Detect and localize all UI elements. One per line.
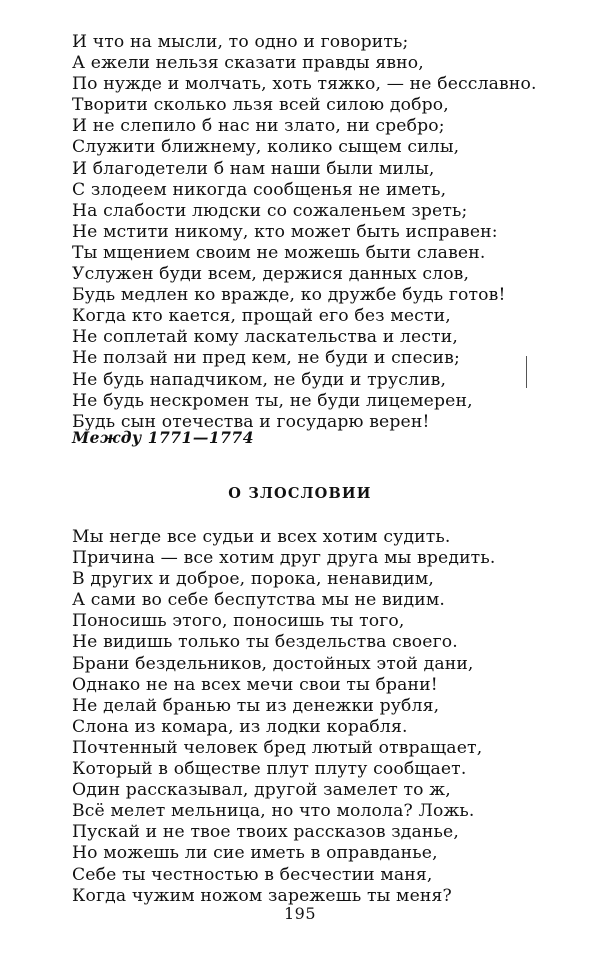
poem-line: Когда чужим ножом зарежешь ты меня? xyxy=(72,885,452,906)
poem-line: Не соплетай кому ласкательства и лести, xyxy=(72,327,459,348)
poem-line: Не делай бранью ты из денежки рубля, xyxy=(72,695,440,716)
poem-line: Услужен буди всем, держися данных слов, xyxy=(72,264,470,285)
poem-line: Мы негде все судьи и всех хотим судить. xyxy=(72,527,451,547)
poem-line: Причина — все хотим друг друга мы вредить. xyxy=(72,548,496,569)
poem-stanza-2 xyxy=(72,527,572,907)
poem-line: В других и доброе, порока, ненавидим, xyxy=(72,569,435,590)
poem-line: Слона из комара, из лодки корабля. xyxy=(72,716,408,737)
poem-line: И не слепило б нас ни злато, ни сребро; xyxy=(72,116,445,137)
poem-line: Не будь нападчиком, не буди и труслив, xyxy=(72,369,447,390)
poem-line: Не видишь только ты бездельства своего. xyxy=(72,632,458,653)
poem-line: Не будь нескромен ты, не буди лицемерен, xyxy=(72,390,473,411)
poem-date: Между 1771—1774 xyxy=(72,428,254,447)
poem-line: Не мстити никому, кто может быть исправен: xyxy=(72,221,498,242)
poem-line: Который в обществе плут плуту сообщает. xyxy=(72,759,467,780)
poem-line: Когда кто кается, прощай его без мести, xyxy=(72,306,451,327)
margin-mark xyxy=(526,356,527,388)
poem-line: Не ползай ни пред кем, не буди и спесив; xyxy=(72,348,460,369)
poem-line: По нужде и молчать, хоть тяжко, — не бесславно. xyxy=(72,74,537,95)
poem-line: И благодетели б нам наши были милы, xyxy=(72,158,435,179)
poem-line: А ежели нельзя сказати правды явно, xyxy=(72,53,424,74)
poem-line: На слабости людски со сожаленьем зреть; xyxy=(72,200,468,221)
poem-line: А сами во себе беспутства мы не видим. xyxy=(72,590,445,611)
poem-line: Творити сколько льзя всей силою добро, xyxy=(72,95,449,116)
poem-line: Брани бездельников, достойных этой дани, xyxy=(72,653,474,674)
poem-line: Один рассказывал, другой замелет то ж, xyxy=(72,780,451,801)
poem-stanza-1 xyxy=(72,32,572,433)
page-number: 195 xyxy=(283,904,317,923)
poem-line: Служити ближнему, колико сыщем силы, xyxy=(72,137,460,158)
poem-line: Будь сын отечества и государю верен! xyxy=(72,411,430,432)
poem-line: Всё мелет мельница, но что молола? Ложь. xyxy=(72,801,475,822)
poem-line: Ты мщением своим не можешь быти славен. xyxy=(72,242,486,263)
poem-line: Будь медлен ко вражде, ко дружбе будь готов! xyxy=(72,285,506,306)
poem-line: С злодеем никогда сообщенья не иметь, xyxy=(72,179,447,200)
poem-line: Однако не на всех мечи свои ты брани! xyxy=(72,674,438,695)
poem-line: И что на мысли, то одно и говорить; xyxy=(72,32,409,52)
poem-title: О ЗЛОСЛОВИИ xyxy=(228,485,372,502)
poem-line: Поносишь этого, поносишь ты того, xyxy=(72,611,405,632)
poem-line: Почтенный человек бред лютый отвращает, xyxy=(72,737,483,758)
poem-line: Пускай и не твое твоих рассказов зданье, xyxy=(72,822,459,843)
poem-line: Себе ты честностью в бесчестии маня, xyxy=(72,864,433,885)
poem-line: Но можешь ли сие иметь в оправданье, xyxy=(72,843,438,864)
